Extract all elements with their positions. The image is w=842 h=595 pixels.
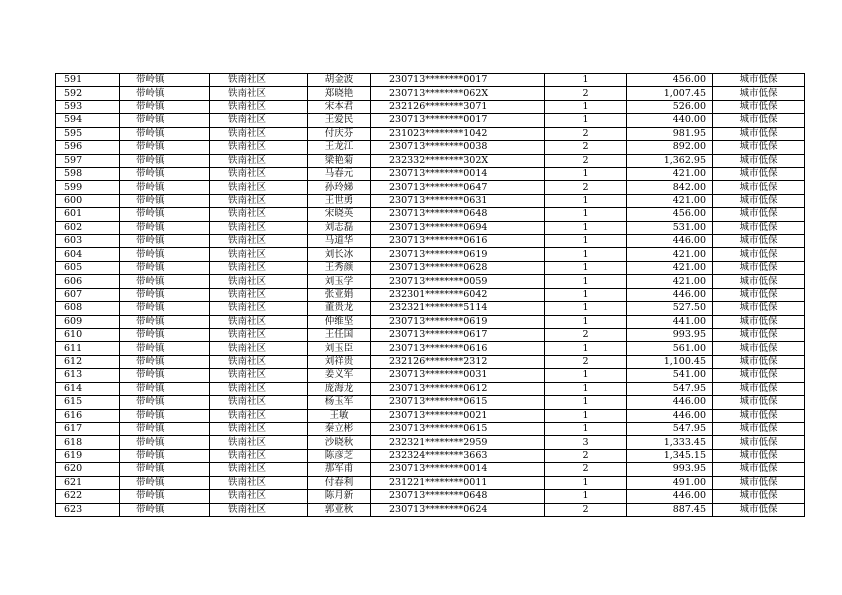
amount-cell: 541.00 bbox=[627, 369, 713, 382]
name-cell: 郭亚秋 bbox=[308, 503, 371, 516]
name-cell: 王敏 bbox=[308, 409, 371, 422]
id-number-cell: 230713********0619 bbox=[371, 315, 545, 328]
name-cell: 刘长冰 bbox=[308, 248, 371, 261]
amount-cell: 421.00 bbox=[627, 167, 713, 180]
name-cell: 郑晓艳 bbox=[308, 87, 371, 100]
town-cell: 带岭镇 bbox=[120, 288, 210, 301]
amount-cell: 892.00 bbox=[627, 141, 713, 154]
id-number-cell: 231023********1042 bbox=[371, 127, 545, 140]
row-number-cell: 591 bbox=[56, 74, 120, 87]
id-number-cell: 230713********0014 bbox=[371, 167, 545, 180]
id-number-cell: 231221********0011 bbox=[371, 476, 545, 489]
community-cell: 铁南社区 bbox=[210, 208, 308, 221]
town-cell: 带岭镇 bbox=[120, 235, 210, 248]
row-number-cell: 607 bbox=[56, 288, 120, 301]
household-count-cell: 1 bbox=[545, 74, 627, 87]
town-cell: 带岭镇 bbox=[120, 463, 210, 476]
id-number-cell: 232321********2959 bbox=[371, 436, 545, 449]
name-cell: 王世勇 bbox=[308, 194, 371, 207]
amount-cell: 456.00 bbox=[627, 74, 713, 87]
household-count-cell: 1 bbox=[545, 490, 627, 503]
table-row bbox=[56, 261, 805, 274]
town-cell: 带岭镇 bbox=[120, 342, 210, 355]
town-cell: 带岭镇 bbox=[120, 127, 210, 140]
household-count-cell: 2 bbox=[545, 449, 627, 462]
id-number-cell: 232332********302X bbox=[371, 154, 545, 167]
name-cell: 杨玉军 bbox=[308, 396, 371, 409]
community-cell: 铁南社区 bbox=[210, 422, 308, 435]
household-count-cell: 1 bbox=[545, 167, 627, 180]
town-cell: 带岭镇 bbox=[120, 369, 210, 382]
amount-cell: 446.00 bbox=[627, 396, 713, 409]
amount-cell: 440.00 bbox=[627, 114, 713, 127]
category-cell: 城市低保 bbox=[713, 396, 805, 409]
community-cell: 铁南社区 bbox=[210, 181, 308, 194]
table-row bbox=[56, 463, 805, 476]
category-cell: 城市低保 bbox=[713, 436, 805, 449]
row-number-cell: 603 bbox=[56, 235, 120, 248]
table-row bbox=[56, 449, 805, 462]
category-cell: 城市低保 bbox=[713, 382, 805, 395]
community-cell: 铁南社区 bbox=[210, 315, 308, 328]
row-number-cell: 618 bbox=[56, 436, 120, 449]
amount-cell: 1,100.45 bbox=[627, 355, 713, 368]
community-cell: 铁南社区 bbox=[210, 355, 308, 368]
row-number-cell: 623 bbox=[56, 503, 120, 516]
community-cell: 铁南社区 bbox=[210, 436, 308, 449]
amount-cell: 1,345.15 bbox=[627, 449, 713, 462]
amount-cell: 547.95 bbox=[627, 422, 713, 435]
household-count-cell: 1 bbox=[545, 261, 627, 274]
id-number-cell: 230713********0617 bbox=[371, 329, 545, 342]
household-count-cell: 1 bbox=[545, 302, 627, 315]
town-cell: 带岭镇 bbox=[120, 503, 210, 516]
community-cell: 铁南社区 bbox=[210, 221, 308, 234]
community-cell: 铁南社区 bbox=[210, 154, 308, 167]
amount-cell: 1,362.95 bbox=[627, 154, 713, 167]
town-cell: 带岭镇 bbox=[120, 167, 210, 180]
category-cell: 城市低保 bbox=[713, 127, 805, 140]
id-number-cell: 230713********0648 bbox=[371, 208, 545, 221]
id-number-cell: 232301********6042 bbox=[371, 288, 545, 301]
amount-cell: 1,007.45 bbox=[627, 87, 713, 100]
category-cell: 城市低保 bbox=[713, 355, 805, 368]
household-count-cell: 1 bbox=[545, 342, 627, 355]
town-cell: 带岭镇 bbox=[120, 208, 210, 221]
household-count-cell: 1 bbox=[545, 208, 627, 221]
name-cell: 沙晓秋 bbox=[308, 436, 371, 449]
table-row bbox=[56, 396, 805, 409]
row-number-cell: 613 bbox=[56, 369, 120, 382]
id-number-cell: 230713********0615 bbox=[371, 396, 545, 409]
id-number-cell: 230713********0631 bbox=[371, 194, 545, 207]
table-row bbox=[56, 382, 805, 395]
table-row bbox=[56, 490, 805, 503]
town-cell: 带岭镇 bbox=[120, 355, 210, 368]
category-cell: 城市低保 bbox=[713, 315, 805, 328]
table-row bbox=[56, 409, 805, 422]
category-cell: 城市低保 bbox=[713, 114, 805, 127]
id-number-cell: 230713********0616 bbox=[371, 235, 545, 248]
table-row bbox=[56, 74, 805, 87]
community-cell: 铁南社区 bbox=[210, 369, 308, 382]
id-number-cell: 230713********0648 bbox=[371, 490, 545, 503]
household-count-cell: 1 bbox=[545, 396, 627, 409]
table-row bbox=[56, 436, 805, 449]
table-row bbox=[56, 141, 805, 154]
town-cell: 带岭镇 bbox=[120, 261, 210, 274]
id-number-cell: 230713********0647 bbox=[371, 181, 545, 194]
household-count-cell: 1 bbox=[545, 476, 627, 489]
town-cell: 带岭镇 bbox=[120, 74, 210, 87]
name-cell: 胡金波 bbox=[308, 74, 371, 87]
town-cell: 带岭镇 bbox=[120, 194, 210, 207]
amount-cell: 547.95 bbox=[627, 382, 713, 395]
community-cell: 铁南社区 bbox=[210, 302, 308, 315]
category-cell: 城市低保 bbox=[713, 409, 805, 422]
table-row bbox=[56, 127, 805, 140]
name-cell: 王秀颜 bbox=[308, 261, 371, 274]
name-cell: 梁艳菊 bbox=[308, 154, 371, 167]
amount-cell: 491.00 bbox=[627, 476, 713, 489]
amount-cell: 1,333.45 bbox=[627, 436, 713, 449]
row-number-cell: 596 bbox=[56, 141, 120, 154]
town-cell: 带岭镇 bbox=[120, 436, 210, 449]
town-cell: 带岭镇 bbox=[120, 141, 210, 154]
household-count-cell: 1 bbox=[545, 114, 627, 127]
name-cell: 王爱民 bbox=[308, 114, 371, 127]
community-cell: 铁南社区 bbox=[210, 114, 308, 127]
household-count-cell: 2 bbox=[545, 355, 627, 368]
row-number-cell: 592 bbox=[56, 87, 120, 100]
row-number-cell: 602 bbox=[56, 221, 120, 234]
household-count-cell: 1 bbox=[545, 248, 627, 261]
id-number-cell: 230713********0616 bbox=[371, 342, 545, 355]
amount-cell: 421.00 bbox=[627, 194, 713, 207]
name-cell: 刘玉学 bbox=[308, 275, 371, 288]
amount-cell: 421.00 bbox=[627, 248, 713, 261]
name-cell: 陈月新 bbox=[308, 490, 371, 503]
household-count-cell: 1 bbox=[545, 382, 627, 395]
table-row bbox=[56, 355, 805, 368]
amount-cell: 842.00 bbox=[627, 181, 713, 194]
category-cell: 城市低保 bbox=[713, 503, 805, 516]
category-cell: 城市低保 bbox=[713, 100, 805, 113]
category-cell: 城市低保 bbox=[713, 463, 805, 476]
table-body bbox=[56, 74, 805, 517]
category-cell: 城市低保 bbox=[713, 369, 805, 382]
name-cell: 姜义军 bbox=[308, 369, 371, 382]
row-number-cell: 622 bbox=[56, 490, 120, 503]
category-cell: 城市低保 bbox=[713, 167, 805, 180]
community-cell: 铁南社区 bbox=[210, 409, 308, 422]
household-count-cell: 1 bbox=[545, 235, 627, 248]
town-cell: 带岭镇 bbox=[120, 396, 210, 409]
id-number-cell: 230713********0612 bbox=[371, 382, 545, 395]
table-row bbox=[56, 235, 805, 248]
row-number-cell: 616 bbox=[56, 409, 120, 422]
amount-cell: 981.95 bbox=[627, 127, 713, 140]
table-row bbox=[56, 302, 805, 315]
town-cell: 带岭镇 bbox=[120, 329, 210, 342]
amount-cell: 446.00 bbox=[627, 235, 713, 248]
id-number-cell: 230713********0021 bbox=[371, 409, 545, 422]
category-cell: 城市低保 bbox=[713, 181, 805, 194]
community-cell: 铁南社区 bbox=[210, 396, 308, 409]
id-number-cell: 230713********0619 bbox=[371, 248, 545, 261]
household-count-cell: 2 bbox=[545, 503, 627, 516]
name-cell: 马道华 bbox=[308, 235, 371, 248]
row-number-cell: 608 bbox=[56, 302, 120, 315]
household-count-cell: 2 bbox=[545, 87, 627, 100]
category-cell: 城市低保 bbox=[713, 476, 805, 489]
community-cell: 铁南社区 bbox=[210, 463, 308, 476]
id-number-cell: 232321********5114 bbox=[371, 302, 545, 315]
id-number-cell: 230713********0624 bbox=[371, 503, 545, 516]
household-count-cell: 2 bbox=[545, 463, 627, 476]
row-number-cell: 604 bbox=[56, 248, 120, 261]
community-cell: 铁南社区 bbox=[210, 235, 308, 248]
category-cell: 城市低保 bbox=[713, 329, 805, 342]
row-number-cell: 620 bbox=[56, 463, 120, 476]
community-cell: 铁南社区 bbox=[210, 490, 308, 503]
amount-cell: 441.00 bbox=[627, 315, 713, 328]
row-number-cell: 621 bbox=[56, 476, 120, 489]
household-count-cell: 2 bbox=[545, 329, 627, 342]
row-number-cell: 619 bbox=[56, 449, 120, 462]
name-cell: 秦立彬 bbox=[308, 422, 371, 435]
name-cell: 马春元 bbox=[308, 167, 371, 180]
row-number-cell: 600 bbox=[56, 194, 120, 207]
category-cell: 城市低保 bbox=[713, 235, 805, 248]
community-cell: 铁南社区 bbox=[210, 342, 308, 355]
name-cell: 刘祥贵 bbox=[308, 355, 371, 368]
row-number-cell: 597 bbox=[56, 154, 120, 167]
community-cell: 铁南社区 bbox=[210, 74, 308, 87]
category-cell: 城市低保 bbox=[713, 422, 805, 435]
table-row bbox=[56, 167, 805, 180]
table-row bbox=[56, 248, 805, 261]
category-cell: 城市低保 bbox=[713, 248, 805, 261]
table-row bbox=[56, 342, 805, 355]
town-cell: 带岭镇 bbox=[120, 248, 210, 261]
amount-cell: 527.50 bbox=[627, 302, 713, 315]
town-cell: 带岭镇 bbox=[120, 476, 210, 489]
household-count-cell: 1 bbox=[545, 409, 627, 422]
table-row bbox=[56, 329, 805, 342]
name-cell: 宋本君 bbox=[308, 100, 371, 113]
table-row bbox=[56, 87, 805, 100]
row-number-cell: 593 bbox=[56, 100, 120, 113]
community-cell: 铁南社区 bbox=[210, 261, 308, 274]
household-count-cell: 1 bbox=[545, 288, 627, 301]
community-cell: 铁南社区 bbox=[210, 476, 308, 489]
community-cell: 铁南社区 bbox=[210, 167, 308, 180]
name-cell: 陈彦芝 bbox=[308, 449, 371, 462]
table-row bbox=[56, 369, 805, 382]
table-row bbox=[56, 422, 805, 435]
name-cell: 刘玉臣 bbox=[308, 342, 371, 355]
community-cell: 铁南社区 bbox=[210, 248, 308, 261]
row-number-cell: 606 bbox=[56, 275, 120, 288]
household-count-cell: 1 bbox=[545, 275, 627, 288]
row-number-cell: 610 bbox=[56, 329, 120, 342]
community-cell: 铁南社区 bbox=[210, 288, 308, 301]
amount-cell: 446.00 bbox=[627, 490, 713, 503]
row-number-cell: 594 bbox=[56, 114, 120, 127]
id-number-cell: 230713********0059 bbox=[371, 275, 545, 288]
row-number-cell: 599 bbox=[56, 181, 120, 194]
table-row bbox=[56, 503, 805, 516]
category-cell: 城市低保 bbox=[713, 141, 805, 154]
town-cell: 带岭镇 bbox=[120, 302, 210, 315]
id-number-cell: 232324********3663 bbox=[371, 449, 545, 462]
table-row bbox=[56, 100, 805, 113]
id-number-cell: 232126********3071 bbox=[371, 100, 545, 113]
id-number-cell: 230713********062X bbox=[371, 87, 545, 100]
category-cell: 城市低保 bbox=[713, 87, 805, 100]
table-row bbox=[56, 221, 805, 234]
community-cell: 铁南社区 bbox=[210, 382, 308, 395]
row-number-cell: 615 bbox=[56, 396, 120, 409]
row-number-cell: 595 bbox=[56, 127, 120, 140]
town-cell: 带岭镇 bbox=[120, 87, 210, 100]
id-number-cell: 232126********2312 bbox=[371, 355, 545, 368]
category-cell: 城市低保 bbox=[713, 449, 805, 462]
table-row bbox=[56, 315, 805, 328]
community-cell: 铁南社区 bbox=[210, 503, 308, 516]
household-count-cell: 2 bbox=[545, 141, 627, 154]
category-cell: 城市低保 bbox=[713, 221, 805, 234]
name-cell: 付庆芬 bbox=[308, 127, 371, 140]
town-cell: 带岭镇 bbox=[120, 449, 210, 462]
household-count-cell: 1 bbox=[545, 100, 627, 113]
table-row bbox=[56, 194, 805, 207]
name-cell: 仲维坚 bbox=[308, 315, 371, 328]
category-cell: 城市低保 bbox=[713, 275, 805, 288]
amount-cell: 456.00 bbox=[627, 208, 713, 221]
amount-cell: 561.00 bbox=[627, 342, 713, 355]
community-cell: 铁南社区 bbox=[210, 100, 308, 113]
category-cell: 城市低保 bbox=[713, 288, 805, 301]
community-cell: 铁南社区 bbox=[210, 141, 308, 154]
town-cell: 带岭镇 bbox=[120, 315, 210, 328]
row-number-cell: 598 bbox=[56, 167, 120, 180]
community-cell: 铁南社区 bbox=[210, 87, 308, 100]
town-cell: 带岭镇 bbox=[120, 382, 210, 395]
name-cell: 王龙江 bbox=[308, 141, 371, 154]
amount-cell: 421.00 bbox=[627, 275, 713, 288]
id-number-cell: 230713********0038 bbox=[371, 141, 545, 154]
household-count-cell: 1 bbox=[545, 221, 627, 234]
household-count-cell: 2 bbox=[545, 181, 627, 194]
amount-cell: 993.95 bbox=[627, 329, 713, 342]
row-number-cell: 609 bbox=[56, 315, 120, 328]
amount-cell: 531.00 bbox=[627, 221, 713, 234]
row-number-cell: 605 bbox=[56, 261, 120, 274]
id-number-cell: 230713********0694 bbox=[371, 221, 545, 234]
row-number-cell: 612 bbox=[56, 355, 120, 368]
name-cell: 那军甫 bbox=[308, 463, 371, 476]
category-cell: 城市低保 bbox=[713, 74, 805, 87]
household-count-cell: 1 bbox=[545, 194, 627, 207]
category-cell: 城市低保 bbox=[713, 261, 805, 274]
household-count-cell: 2 bbox=[545, 127, 627, 140]
household-count-cell: 1 bbox=[545, 422, 627, 435]
town-cell: 带岭镇 bbox=[120, 181, 210, 194]
amount-cell: 526.00 bbox=[627, 100, 713, 113]
name-cell: 孙玲娣 bbox=[308, 181, 371, 194]
community-cell: 铁南社区 bbox=[210, 275, 308, 288]
name-cell: 刘志磊 bbox=[308, 221, 371, 234]
id-number-cell: 230713********0017 bbox=[371, 74, 545, 87]
id-number-cell: 230713********0628 bbox=[371, 261, 545, 274]
data-table bbox=[55, 73, 805, 517]
amount-cell: 887.45 bbox=[627, 503, 713, 516]
town-cell: 带岭镇 bbox=[120, 114, 210, 127]
table-row bbox=[56, 275, 805, 288]
category-cell: 城市低保 bbox=[713, 490, 805, 503]
row-number-cell: 617 bbox=[56, 422, 120, 435]
amount-cell: 421.00 bbox=[627, 261, 713, 274]
amount-cell: 446.00 bbox=[627, 288, 713, 301]
name-cell: 付春利 bbox=[308, 476, 371, 489]
town-cell: 带岭镇 bbox=[120, 422, 210, 435]
name-cell: 张亚娟 bbox=[308, 288, 371, 301]
town-cell: 带岭镇 bbox=[120, 154, 210, 167]
table-row bbox=[56, 208, 805, 221]
category-cell: 城市低保 bbox=[713, 154, 805, 167]
name-cell: 王任国 bbox=[308, 329, 371, 342]
row-number-cell: 614 bbox=[56, 382, 120, 395]
town-cell: 带岭镇 bbox=[120, 490, 210, 503]
table-row bbox=[56, 288, 805, 301]
community-cell: 铁南社区 bbox=[210, 329, 308, 342]
name-cell: 宋晓英 bbox=[308, 208, 371, 221]
community-cell: 铁南社区 bbox=[210, 449, 308, 462]
category-cell: 城市低保 bbox=[713, 342, 805, 355]
table-row bbox=[56, 114, 805, 127]
category-cell: 城市低保 bbox=[713, 194, 805, 207]
table-row bbox=[56, 154, 805, 167]
table-row bbox=[56, 181, 805, 194]
category-cell: 城市低保 bbox=[713, 302, 805, 315]
town-cell: 带岭镇 bbox=[120, 275, 210, 288]
household-count-cell: 3 bbox=[545, 436, 627, 449]
name-cell: 董贵龙 bbox=[308, 302, 371, 315]
household-count-cell: 1 bbox=[545, 315, 627, 328]
town-cell: 带岭镇 bbox=[120, 221, 210, 234]
household-count-cell: 1 bbox=[545, 369, 627, 382]
id-number-cell: 230713********0017 bbox=[371, 114, 545, 127]
town-cell: 带岭镇 bbox=[120, 100, 210, 113]
household-count-cell: 2 bbox=[545, 154, 627, 167]
category-cell: 城市低保 bbox=[713, 208, 805, 221]
town-cell: 带岭镇 bbox=[120, 409, 210, 422]
name-cell: 庞海龙 bbox=[308, 382, 371, 395]
id-number-cell: 230713********0615 bbox=[371, 422, 545, 435]
community-cell: 铁南社区 bbox=[210, 194, 308, 207]
row-number-cell: 611 bbox=[56, 342, 120, 355]
row-number-cell: 601 bbox=[56, 208, 120, 221]
id-number-cell: 230713********0031 bbox=[371, 369, 545, 382]
id-number-cell: 230713********0014 bbox=[371, 463, 545, 476]
amount-cell: 993.95 bbox=[627, 463, 713, 476]
amount-cell: 446.00 bbox=[627, 409, 713, 422]
community-cell: 铁南社区 bbox=[210, 127, 308, 140]
table-row bbox=[56, 476, 805, 489]
